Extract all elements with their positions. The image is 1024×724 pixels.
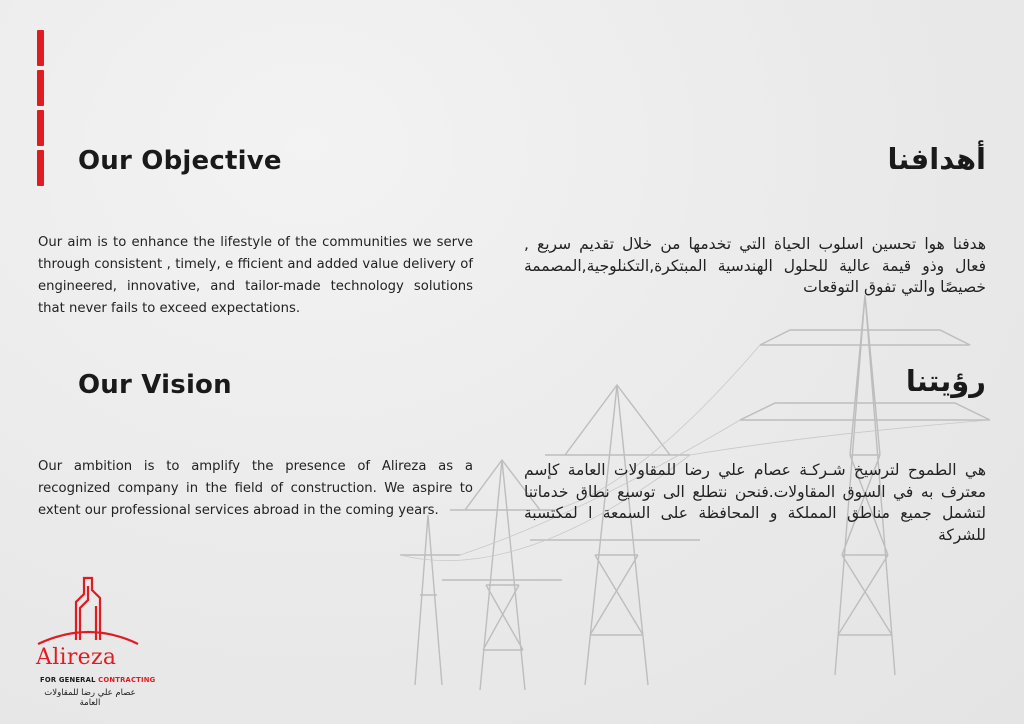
logo-tagline-part1: FOR GENERAL	[40, 676, 99, 684]
objective-heading-ar: أهدافنا	[887, 142, 986, 176]
logo-name: Alireza	[36, 645, 117, 670]
objective-heading-en: Our Objective	[78, 146, 282, 176]
logo-tagline-part2: CONTRACTING	[98, 676, 156, 684]
vision-heading-en: Our Vision	[78, 370, 232, 400]
logo-tagline	[40, 676, 155, 684]
accent-bar-2	[37, 70, 44, 106]
objective-text-en: Our aim is to enhance the lifestyle of the communities we serve through consistent , timely, e fficient and added value delivery of engineered, innovative, and tailor-made technology solutions that never fails to exceed expectations.	[38, 235, 473, 316]
accent-bar-4	[37, 150, 44, 186]
accent-bar-3	[37, 110, 44, 146]
logo-arabic-name: عصام علي رضا للمقاولات العامة	[44, 688, 136, 708]
accent-bar-1	[37, 30, 44, 66]
objective-text-ar: هدفنا هوا تحسين اسلوب الحياة التي تخدمها من خلال تقديم سريع , فعال وذو قيمة عالية للحلول الهندسية المبتكرة,التكنلوجية,المصممة خصيصًا والتي تفوق التوقعات	[524, 235, 986, 296]
vision-text-ar: هي الطموح لترسيخ شـركـة عصام علي رضا للمقاولات العامة كإسم معترف به في السوق المقاولات.فنحن نتطلع الى توسيع نطاق خدماتنا لتشمل جميع مناطق المملكة و المحافظة على السمعة ا لمكتسبة للشركة	[524, 461, 986, 544]
vision-text-en: Our ambition is to amplify the presence of Alireza as a recognized company in the field of construction. We aspire to extent our professional services abroad in the coming years.	[38, 459, 473, 518]
alireza-logo-mark	[34, 572, 144, 704]
vision-heading-ar: رؤيتنا	[905, 364, 986, 398]
